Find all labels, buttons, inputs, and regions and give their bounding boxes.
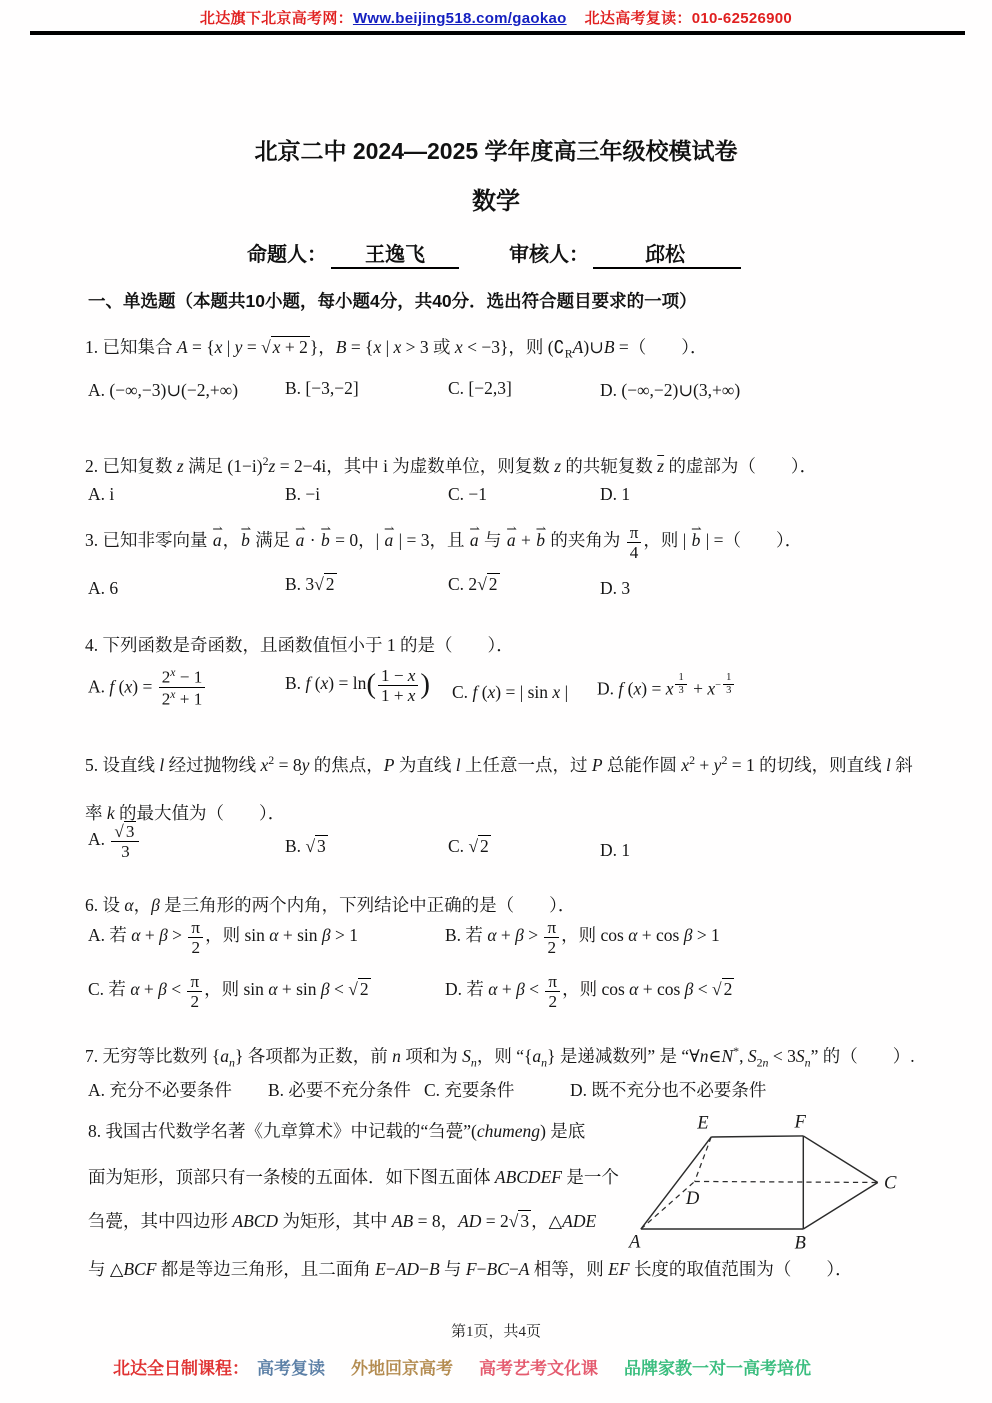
q2-option-d: D. 1 xyxy=(600,484,631,504)
q4-option-b: B. f (x) = ln( $\frac{1 - x}{1 + x}$ ) xyxy=(285,666,431,706)
question-6-stem: 6. 设 α，β 是三角形的两个内角，下列结论中正确的是（ ）． xyxy=(85,895,576,915)
question-8-line-1: 8. 我国古代数学名著《九章算术》中记载的“刍甍”(chumeng) 是底 xyxy=(88,1121,586,1141)
question-2-stem: 2. 已知复数 z 满足 $(1-i)^2z = 2-4i$，其中 i 为虚数单位，则复数 z 的共轭复数 $\overline{z}$ 的虚部为（ ）． xyxy=(85,454,818,476)
q5-option-d: D. 1 xyxy=(600,840,631,860)
question-3-stem: 3. 已知非零向量 a ⇀，b ⇀ 满足 a ⇀ · b ⇀ = 0，| a ⇀ | = 3，且 a ⇀ 与 a ⇀ + b ⇀ 的夹角为 $\frac{\pi}{4}$ ，则 | b ⇀ | =（ ）． xyxy=(85,516,927,563)
vertex-label-e: E xyxy=(697,1112,709,1134)
vertex-label-a: A xyxy=(628,1231,641,1253)
q6-option-d: D. 若 α + β < $\frac{\pi}{2}$ ，则 cos α + cos β < √ 2 xyxy=(445,972,733,1012)
q2-option-c: C. −1 xyxy=(448,484,488,504)
footer-course-4: 品牌家教一对一高考培优 xyxy=(624,1359,811,1378)
q3-option-b: B. 3√ 2 xyxy=(285,574,335,594)
setter-label: 命题人： xyxy=(247,244,327,266)
question-8-line-3: 刍甍，其中四边形 ABCD 为矩形，其中 AB = 8，AD = 2√ 3 ，△ADE xyxy=(88,1211,597,1231)
q2-option-b: B. −i xyxy=(285,484,321,504)
edge-ef xyxy=(711,1136,803,1137)
q3-option-c: C. 2√ 2 xyxy=(448,574,498,594)
footer-course-label: 北达全日制课程： xyxy=(113,1359,249,1378)
exam-subject: 数学 xyxy=(472,188,520,215)
q1-option-b: B. [−3,−2] xyxy=(285,378,359,398)
header-divider xyxy=(30,31,965,35)
q1-option-a: A. (−∞,−3)∪(−2,+∞) xyxy=(88,380,239,400)
q6-option-c: C. 若 α + β < $\frac{\pi}{2}$ ，则 sin α + sin β < √ 2 xyxy=(88,972,369,1012)
question-4-stem: 4. 下列函数是奇函数，且函数值恒小于 1 的是（ ）． xyxy=(85,635,514,655)
q7-option-a: A. 充分不必要条件 xyxy=(88,1080,232,1100)
edge-fc xyxy=(803,1136,877,1183)
edge-ae xyxy=(641,1137,711,1229)
q7-option-b: B. 必要不充分条件 xyxy=(268,1080,411,1100)
vertex-label-b: B xyxy=(794,1232,806,1254)
q3-option-d: D. 3 xyxy=(600,578,631,598)
footer-courses xyxy=(113,1354,811,1379)
q3-option-a: A. 6 xyxy=(88,578,119,598)
q6-option-b: B. 若 α + β > $\frac{\pi}{2}$ ，则 cos α + cos β > 1 xyxy=(445,918,720,958)
section-1-header: 一、单选题（本题共10小题，每小题4分，共40分．选出符合题目要求的一项） xyxy=(88,291,697,311)
q6-option-a: A. 若 α + β > $\frac{\pi}{2}$ ，则 sin α + sin β > 1 xyxy=(88,918,358,958)
edge-bc xyxy=(803,1182,877,1229)
q1-option-c: C. [−2,3] xyxy=(448,378,512,398)
footer-course-3: 高考艺考文化课 xyxy=(479,1359,598,1378)
site-header xyxy=(0,7,992,28)
q7-option-d: D. 既不充分也不必要条件 xyxy=(570,1080,767,1100)
site-header-label: 北达旗下北京高考网： xyxy=(199,10,353,27)
vertex-label-c: C xyxy=(883,1172,897,1194)
q4-option-d: D. f (x) = x $^{\frac{1}{3}}$ + $x^{- \frac{1}{3}}$ xyxy=(597,672,736,699)
page-number: 第1页，共4页 xyxy=(450,1324,541,1340)
vertex-label-f: F xyxy=(794,1111,806,1133)
q5-option-b: B. √ 3 xyxy=(285,836,326,856)
reviewer-name: 邱松 xyxy=(593,238,741,269)
phone-number: 010-62526900 xyxy=(691,10,793,27)
vertex-label-d: D xyxy=(685,1188,700,1210)
q5-option-c: C. √ 2 xyxy=(448,836,489,856)
edge-ed-hidden xyxy=(695,1137,712,1181)
q7-option-c: C. 充要条件 xyxy=(424,1080,515,1100)
q4-option-a: A. f (x) = $\frac{2^x - 1}{2^x + 1}$ xyxy=(88,666,207,709)
q4-option-c: C. f (x) = | sin x | xyxy=(452,682,569,702)
site-link[interactable]: Www.beijing518.com/gaokao xyxy=(352,10,567,27)
q5-option-a: A. $\frac{√ 3}{3}$ xyxy=(88,822,141,861)
question-7-stem: 7. 无穷等比数列 $\{a_n\}$ 各项都为正数，前 n 项和为 $S_n$，则 “$\{a_n\}$ 是递减数列” 是 “∀n∈N*, $S_{2n} < 3S_n$” 的（ ）. xyxy=(85,1044,915,1070)
question-8-line-4: 与 △BCF 都是等边三角形，且二面角 E−AD−B 与 F−BC−A 相等，则 EF 长度的取值范围为（ ）． xyxy=(88,1259,853,1279)
question-5-stem: 5. 设直线 l 经过抛物线 $x^2 = 8y$ 的焦点，P 为直线 l 上任意一点，过 P 总能作圆 $x^2 + y^2 = 1$ 的切线，则直线 l 斜率 k 的最大值为（ ）． xyxy=(85,753,913,823)
reviewer-label: 审核人： xyxy=(509,244,589,266)
q2-option-a: A. i xyxy=(88,484,115,504)
question-8-line-2: 面为矩形，顶部只有一条棱的五面体．如下图五面体 ABCDEF 是一个 xyxy=(88,1167,619,1187)
q1-option-d: D. (−∞,−2)∪(3,+∞) xyxy=(600,380,741,400)
setter-name: 王逸飞 xyxy=(331,238,459,269)
footer-course-2: 外地回京高考 xyxy=(351,1359,453,1378)
repeat-school-label: 北达高考复读： xyxy=(584,10,692,27)
footer-course-1: 高考复读 xyxy=(257,1359,325,1378)
exam-title: 北京二中 2024—2025 学年度高三年级校模试卷 xyxy=(254,138,738,164)
exam-persons-row xyxy=(0,238,992,269)
chumeng-pentahedron-figure xyxy=(622,1108,907,1258)
edge-dc-hidden xyxy=(695,1181,878,1182)
question-1-stem: 1. 已知集合 A = {x | y = √ x + 2 }，B = {x | x > 3 或 x < −3}，则 $(∁_RA)\cup B$ =（ ）． xyxy=(85,337,708,361)
